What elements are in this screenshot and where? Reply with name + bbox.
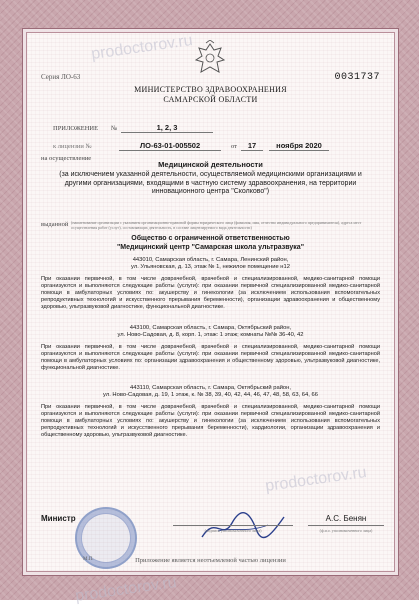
series-label: Серия ЛО-63 [41,73,81,81]
name-caption: (ф.и.о. уполномоченного лица) [319,528,373,533]
organization-name-line1: Общество с ограниченной ответственностью [131,235,290,242]
document-page [22,28,399,606]
appendix-label: ПРИЛОЖЕНИЕ [53,125,99,132]
document-number: 0031737 [334,72,380,83]
issued-note: (наименование организации с указанием организационно-правовой формы юридического лица (фамилия, имя, отчество индивидуального предпринимателя), адреса мест осуществления работ (услуг), составляющих деятельность, в составе лицензируемого вида деятельности) [71,220,362,230]
coat-of-arms-emblem [193,40,227,80]
appendix-value: 1, 2, 3 [121,123,213,133]
appendix-number-sign: № [111,125,118,132]
signature-line [173,525,293,526]
signatory-position: Министр [41,514,76,523]
location-3-address-line2: ул. Ново-Садовая, д. 19, 1 этаж, к. № 38, 39, 40, 42, 44, 46, 47, 48, 58, 63, 64, 66 [103,392,318,398]
activity-label: на осуществление [41,155,92,162]
signatory-name: А.С. Бенян [325,514,367,523]
watermark-top: prodoctorov.ru [90,31,194,64]
license-to-label: к лицензии № [53,143,92,150]
location-1-address-line2: ул. Ульяновская, д. 13, этаж № 1, нежилое помещение н12 [131,264,290,270]
issued-label: выданной [41,221,69,228]
handwritten-signature [198,507,288,547]
location-3-address-line1: 443110, Самарская область, г. Самара, Октябрьский район, [130,385,291,391]
signature-caption: (подпись уполномоченного лица) [204,528,262,533]
location-2-services: При оказании первичной, в том числе доврачебной, врачебной и специализированной, медико-санитарной помощи организуются и выполняются следующие работы (услуги): при оказании первичной специализированной медико-санитарной помощи в амбулаторных условиях по: организации здравоохранения и общественному здоровью, ультразвуковой диагностике, функциональной диагностике. [41,344,380,371]
license-from-label: от [231,143,238,150]
location-1-services: При оказании первичной, в том числе доврачебной, врачебной и специализированной, медико-санитарной помощи организуются и выполняются следующие работы (услуги): при оказании первичной специализированной медико-санитарной помощи в амбулаторных условиях по: акушерству и гинекологии (за исключением использования вспомогательных репродуктивных технологий и искусственного прерывания беременности), организации здравоохранения и общественному здоровью, ультразвуковой диагностике, функциональной диагностике. [41,276,380,310]
seal-mp-label: М.П. [83,557,94,562]
ministry-title-line2: САМАРСКОЙ ОБЛАСТИ [163,95,258,104]
watermark-middle: prodoctorov.ru [264,463,368,496]
activity-title: Медицинской деятельности [158,160,263,169]
location-3-services: При оказании первичной, в том числе доврачебной, врачебной и специализированной, медико-санитарной помощи организуются и выполняются следующие работы (услуги): при оказании первичной специализированной медико-санитарной помощи в амбулаторных условиях по: акушерству и гинекологии (за исключением использования вспомогательных репродуктивных технологий и искусственного прерывания беременности), кардиологии, организации здравоохранения и общественному здоровью, ультразвуковой диагностике. [41,404,380,438]
location-2-address-line1: 443100, Самарская область, г. Самара, Октябрьский район, [129,325,292,331]
activity-details: (за исключением указанной деятельности, осуществляемой медицинскими организациями и другими организациями, входящими в частную систему здравоохранения, на территории инновационного центра "Сколково") [59,171,362,196]
watermark-bottom: prodoctorov.ru [74,573,178,606]
license-number: ЛО-63-01-005502 [119,141,221,151]
location-2-address-line2: ул. Ново-Садовая, д. 8, корп. 1, этаж: 1 этаж; комнаты №№ 36-40, 42 [117,332,304,338]
license-day: 17 [241,141,263,151]
organization-name-line2: "Медицинский центр "Самарская школа ультразвука" [116,244,305,251]
ministry-title-line1: МИНИСТЕРСТВО ЗДРАВООХРАНЕНИЯ [134,85,287,94]
name-line [308,525,384,526]
license-month-year: ноября 2020 [269,141,329,151]
footer-note: Приложение является неотъемлемой частью лицензии [135,557,286,564]
location-1-address-line1: 443010, Самарская область, г. Самара, Ленинский район, [132,257,289,263]
